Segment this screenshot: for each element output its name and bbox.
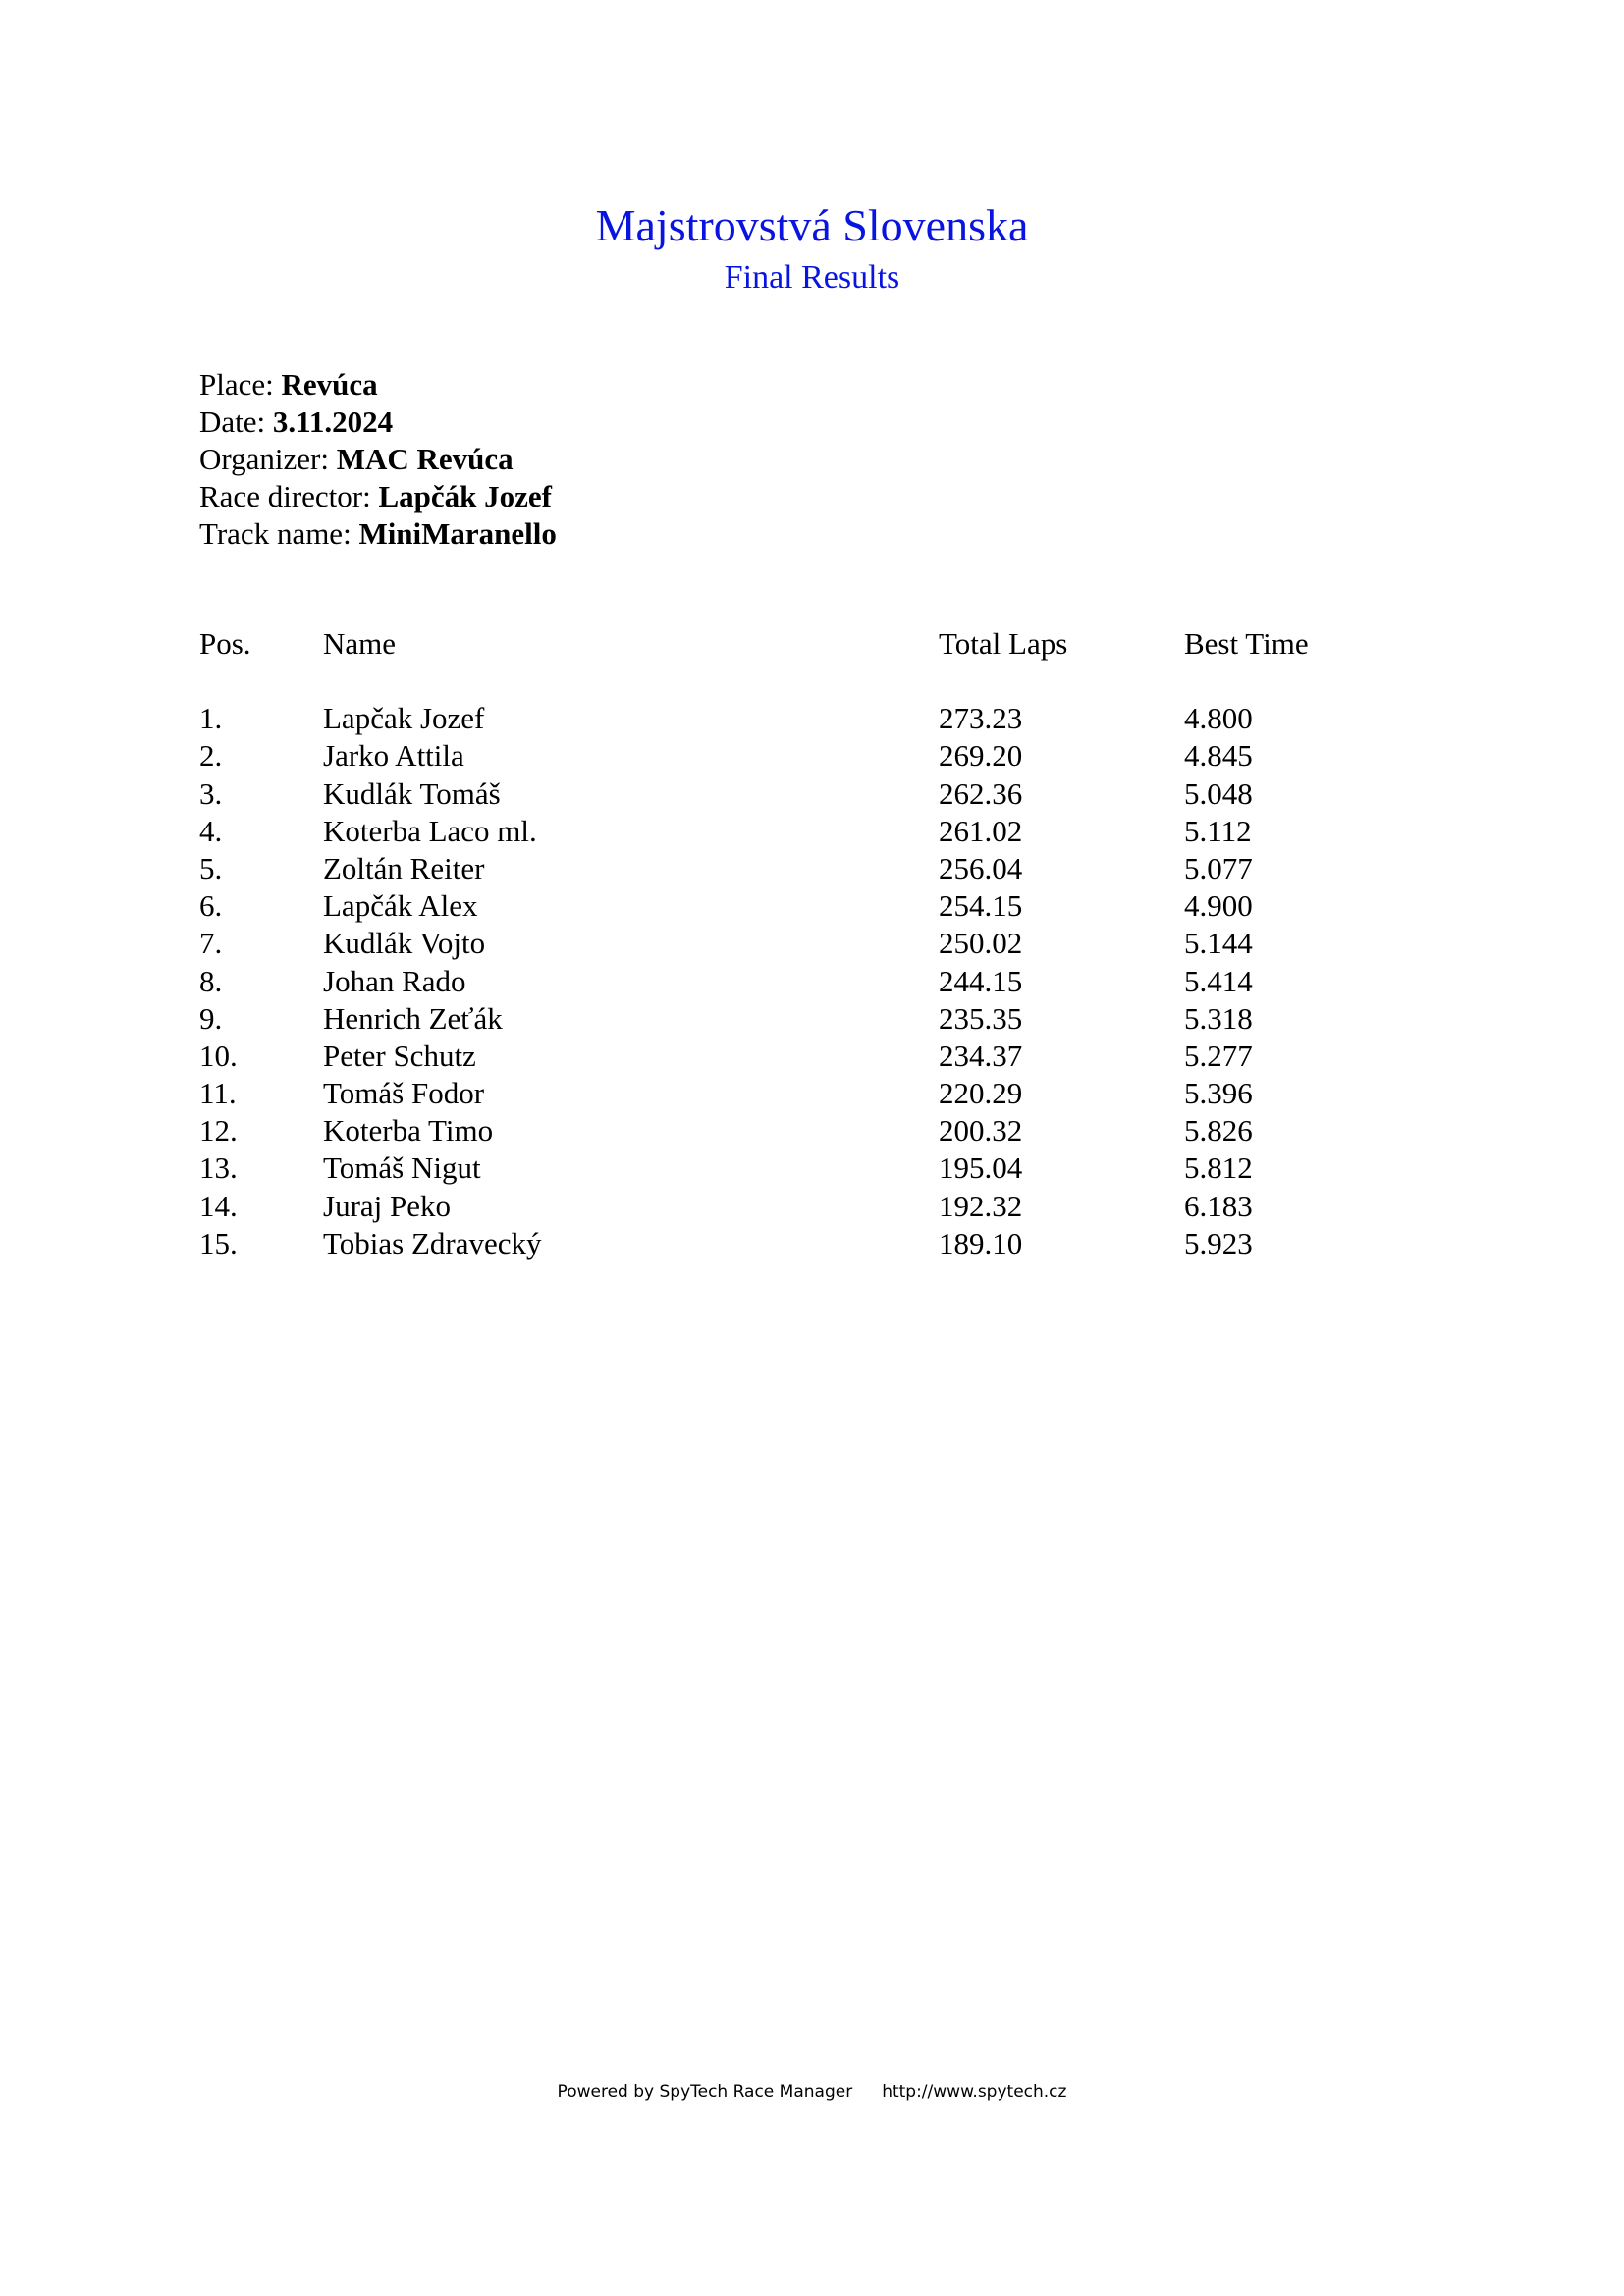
row-best-time: 5.812 bbox=[1184, 1150, 1253, 1186]
row-name: Juraj Peko bbox=[323, 1188, 452, 1223]
row-pos: 11. bbox=[199, 1076, 237, 1111]
footer-url: http://www.spytech.cz bbox=[882, 2082, 1067, 2102]
row-pos: 8. bbox=[199, 963, 223, 998]
row-best-time: 5.077 bbox=[1184, 850, 1253, 885]
row-name: Tobias Zdravecký bbox=[323, 1225, 542, 1260]
row-pos: 9. bbox=[199, 1000, 223, 1036]
row-total-laps: 234.37 bbox=[939, 1038, 1023, 1073]
info-label: Track name: bbox=[199, 516, 352, 551]
row-name: Koterba Laco ml. bbox=[323, 813, 537, 848]
row-total-laps: 269.20 bbox=[939, 738, 1023, 774]
row-best-time: 5.112 bbox=[1184, 813, 1252, 848]
row-best-time: 5.414 bbox=[1184, 963, 1253, 998]
info-value: 3.11.2024 bbox=[272, 404, 394, 439]
row-pos: 6. bbox=[199, 888, 223, 924]
row-name: Koterba Timo bbox=[323, 1113, 494, 1148]
row-best-time: 5.923 bbox=[1184, 1225, 1253, 1260]
row-best-time: 6.183 bbox=[1184, 1188, 1253, 1223]
info-value: Revúca bbox=[281, 367, 378, 401]
row-pos: 15. bbox=[199, 1225, 238, 1260]
header-total-laps: Total Laps bbox=[939, 626, 1068, 661]
row-name: Peter Schutz bbox=[323, 1038, 476, 1073]
row-best-time: 5.826 bbox=[1184, 1113, 1253, 1148]
row-pos: 5. bbox=[199, 850, 223, 885]
info-label: Race director: bbox=[199, 479, 371, 513]
info-race-director bbox=[199, 478, 557, 515]
footer bbox=[0, 2081, 1624, 2103]
info-label: Date: bbox=[199, 404, 266, 439]
info-value: MAC Revúca bbox=[336, 442, 514, 476]
row-total-laps: 195.04 bbox=[939, 1150, 1023, 1186]
row-pos: 7. bbox=[199, 926, 223, 961]
row-pos: 3. bbox=[199, 775, 223, 811]
info-track-name bbox=[199, 515, 557, 553]
info-place bbox=[199, 366, 557, 403]
row-total-laps: 200.32 bbox=[939, 1113, 1023, 1148]
row-best-time: 4.845 bbox=[1184, 738, 1253, 774]
row-name: Lapčák Alex bbox=[323, 888, 478, 924]
row-total-laps: 244.15 bbox=[939, 963, 1023, 998]
row-total-laps: 273.23 bbox=[939, 701, 1023, 736]
race-info bbox=[199, 366, 557, 553]
header-name: Name bbox=[323, 626, 397, 661]
document-subtitle: Final Results bbox=[724, 259, 900, 295]
info-label: Organizer: bbox=[199, 442, 329, 476]
row-total-laps: 250.02 bbox=[939, 926, 1023, 961]
row-pos: 14. bbox=[199, 1188, 238, 1223]
info-date bbox=[199, 403, 557, 441]
document-title: Majstrovstvá Slovenska bbox=[595, 200, 1029, 250]
row-name: Kudlák Tomáš bbox=[323, 775, 501, 811]
info-organizer bbox=[199, 441, 557, 478]
info-value: MiniMaranello bbox=[358, 516, 557, 551]
row-pos: 4. bbox=[199, 813, 223, 848]
row-pos: 2. bbox=[199, 738, 223, 774]
info-label: Place: bbox=[199, 367, 274, 401]
row-total-laps: 262.36 bbox=[939, 775, 1023, 811]
row-best-time: 5.396 bbox=[1184, 1076, 1253, 1111]
header-best-time: Best Time bbox=[1184, 626, 1309, 661]
row-total-laps: 261.02 bbox=[939, 813, 1023, 848]
row-name: Johan Rado bbox=[323, 963, 466, 998]
row-pos: 12. bbox=[199, 1113, 238, 1148]
info-value: Lapčák Jozef bbox=[378, 479, 552, 513]
row-best-time: 5.144 bbox=[1184, 926, 1253, 961]
row-name: Lapčak Jozef bbox=[323, 701, 485, 736]
row-total-laps: 189.10 bbox=[939, 1225, 1023, 1260]
row-total-laps: 192.32 bbox=[939, 1188, 1023, 1223]
row-best-time: 4.800 bbox=[1184, 701, 1253, 736]
row-name: Jarko Attila bbox=[323, 738, 464, 774]
row-pos: 1. bbox=[199, 701, 223, 736]
row-pos: 10. bbox=[199, 1038, 238, 1073]
header-pos: Pos. bbox=[199, 626, 251, 661]
row-best-time: 5.048 bbox=[1184, 775, 1253, 811]
row-name: Kudlák Vojto bbox=[323, 926, 486, 961]
row-total-laps: 235.35 bbox=[939, 1000, 1023, 1036]
row-total-laps: 256.04 bbox=[939, 850, 1023, 885]
footer-powered-by: Powered by SpyTech Race Manager bbox=[557, 2082, 853, 2102]
row-name: Henrich Zeťák bbox=[323, 1000, 503, 1036]
row-pos: 13. bbox=[199, 1150, 238, 1186]
row-best-time: 4.900 bbox=[1184, 888, 1253, 924]
row-total-laps: 220.29 bbox=[939, 1076, 1023, 1111]
row-name: Tomáš Nigut bbox=[323, 1150, 481, 1186]
row-name: Tomáš Fodor bbox=[323, 1076, 485, 1111]
row-total-laps: 254.15 bbox=[939, 888, 1023, 924]
row-best-time: 5.318 bbox=[1184, 1000, 1253, 1036]
row-best-time: 5.277 bbox=[1184, 1038, 1253, 1073]
row-name: Zoltán Reiter bbox=[323, 850, 485, 885]
